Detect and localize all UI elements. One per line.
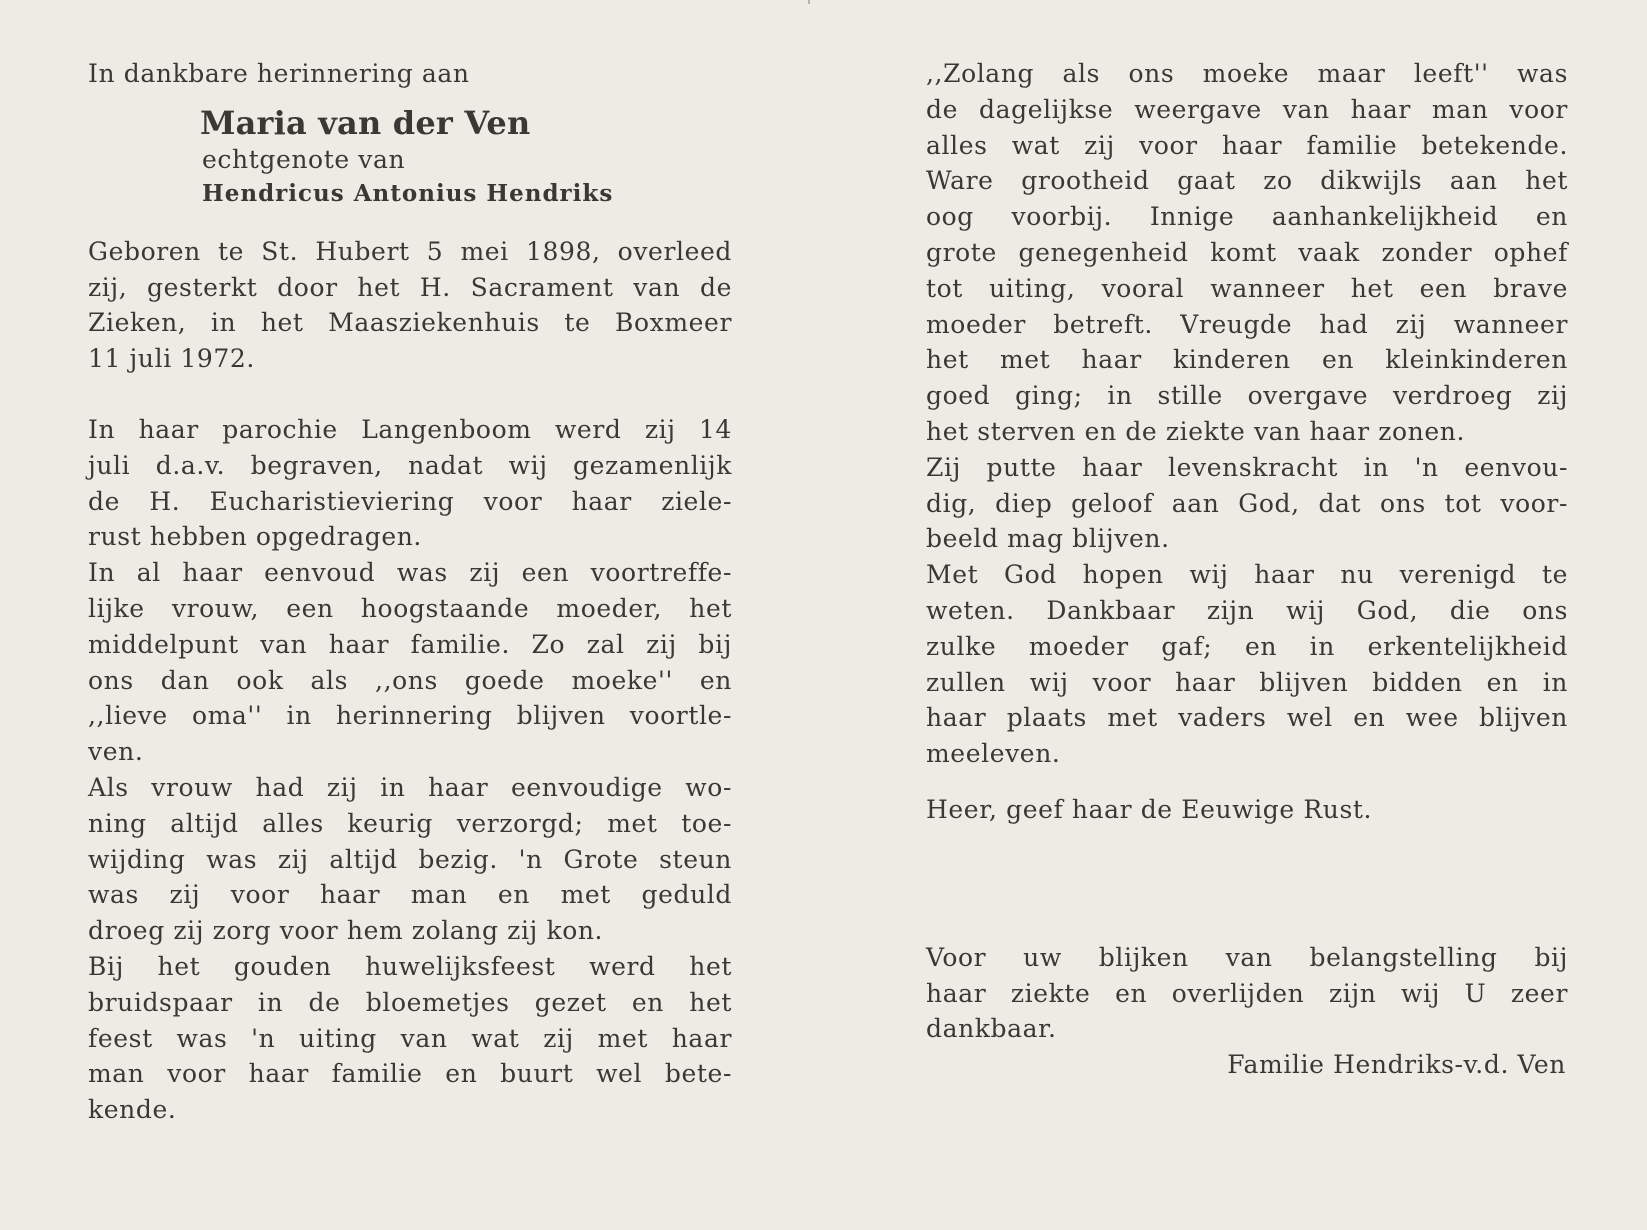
text-line: weten. Dankbaar zijn wij God, die ons (926, 595, 1568, 625)
character-paragraph (88, 555, 732, 770)
text-line: lijke vrouw, een hoogstaande moeder, het (88, 593, 732, 623)
text-line: haar plaats met vaders wel en wee blijven (926, 703, 1568, 733)
name-block (200, 102, 732, 212)
text-line: ,,lieve oma'' in herinnering blijven voortle- (88, 701, 732, 731)
text-line: goed ging; in stille overgave verdroeg zij (926, 381, 1568, 411)
burial-paragraph (88, 412, 732, 555)
text-line: feest was 'n uiting van wat zij met haar (88, 1023, 732, 1053)
spouse-label: echtgenote van (202, 144, 406, 174)
text-line: het sterven en de ziekte van haar zonen. (926, 416, 1466, 446)
text-line: juli d.a.v. begraven, nadat wij gezamenlijk (88, 450, 732, 480)
fold-mark (808, 0, 810, 4)
prayer-line: Heer, geef haar de Eeuwige Rust. (926, 794, 1373, 824)
text-line: rust hebben opgedragen. (88, 522, 422, 552)
text-line: middelpunt van haar familie. Zo zal zij bij (88, 629, 732, 659)
faith-paragraph (926, 450, 1568, 557)
text-line: de H. Eucharistieviering voor haar ziele- (88, 486, 732, 516)
text-line: was zij voor haar man en met geduld (88, 880, 732, 910)
text-line: tot uiting, vooral wanneer het een brave (926, 273, 1568, 303)
family-signature: Familie Hendriks-v.d. Ven (1227, 1050, 1566, 1080)
text-line: Ware grootheid gaat zo dikwijls aan het (926, 166, 1568, 196)
text-line: oog voorbij. Innige aanhankelijkheid en (926, 202, 1568, 232)
text-line: zulke moeder gaf; en in erkentelijkheid (926, 631, 1568, 661)
text-line: Zieken, in het Maasziekenhuis te Boxmeer (88, 308, 732, 338)
hope-paragraph (926, 557, 1568, 772)
text-line: Als vrouw had zij in haar eenvoudige wo- (88, 772, 732, 802)
text-line: het met haar kinderen en kleinkinderen (926, 345, 1568, 375)
text-line: ons dan ook als ,,ons goede moeke'' en (88, 665, 732, 695)
intro-line: In dankbare herinnering aan (88, 59, 470, 88)
text-line: alles wat zij voor haar familie betekende. (926, 130, 1568, 160)
text-line: dankbaar. (926, 1014, 1057, 1044)
text-line: dig, diep geloof aan God, dat ons tot voor- (926, 488, 1568, 518)
text-line: moeder betreft. Vreugde had zij wanneer (926, 309, 1568, 339)
text-line: zij, gesterkt door het H. Sacrament van de (88, 272, 732, 302)
text-line: haar ziekte en overlijden zijn wij U zeer (926, 978, 1568, 1008)
spouse-name: Hendricus Antonius Hendriks (202, 179, 614, 207)
text-line: man voor haar familie en buurt wel bete- (88, 1059, 732, 1089)
text-line: bruidspaar in de bloemetjes gezet en het (88, 987, 732, 1017)
text-line: zullen wij voor haar blijven bidden en in (926, 667, 1568, 697)
deceased-name: Maria van der Ven (200, 103, 531, 142)
right-column (926, 56, 1568, 1083)
thanks-paragraph (926, 940, 1568, 1047)
anniversary-paragraph (88, 949, 732, 1128)
birth-death-paragraph (88, 234, 732, 377)
text-line: Met God hopen wij haar nu verenigd te (926, 560, 1568, 590)
text-line: Voor uw blijken van belangstelling bij (926, 942, 1568, 972)
text-line: Geboren te St. Hubert 5 mei 1898, overleed (88, 236, 732, 266)
tribute-paragraph (926, 56, 1568, 450)
text-line: 11 juli 1972. (88, 344, 255, 374)
text-line: Bij het gouden huwelijksfeest werd het (88, 951, 732, 981)
text-line: meeleven. (926, 739, 1061, 769)
text-line: beeld mag blijven. (926, 524, 1170, 554)
homemaker-paragraph (88, 770, 732, 949)
text-line: In haar parochie Langenboom werd zij 14 (88, 414, 732, 444)
text-line: Zij putte haar levenskracht in 'n eenvou- (926, 452, 1568, 482)
text-line: ven. (88, 737, 144, 767)
text-line: In al haar eenvoud was zij een voortreffe- (88, 558, 732, 588)
text-line: ning altijd alles keurig verzorgd; met toe- (88, 808, 732, 838)
text-line: de dagelijkse weergave van haar man voor (926, 94, 1568, 124)
text-line: ,,Zolang als ons moeke maar leeft'' was (926, 59, 1568, 88)
text-line: grote genegenheid komt vaak zonder ophef (926, 237, 1568, 267)
text-line: kende. (88, 1095, 177, 1125)
text-line: droeg zij zorg voor hem zolang zij kon. (88, 916, 604, 946)
text-line: wijding was zij altijd bezig. 'n Grote steun (88, 844, 732, 874)
left-column (88, 56, 732, 1128)
